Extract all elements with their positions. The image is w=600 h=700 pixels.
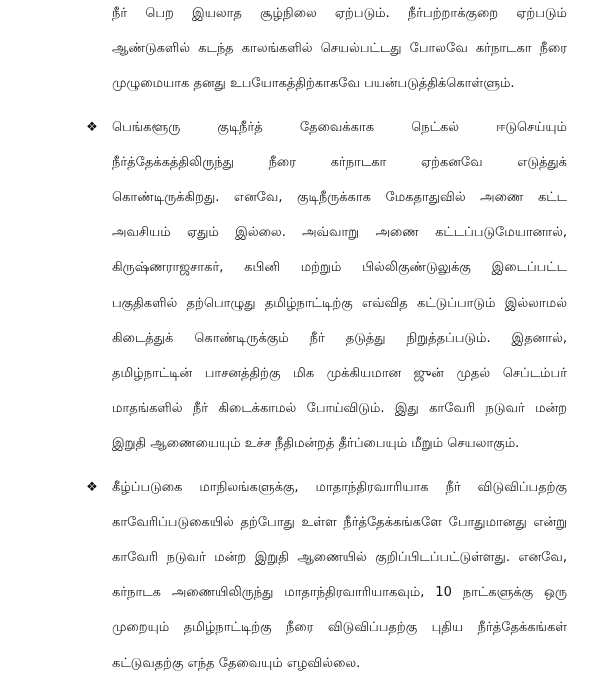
paragraph-3-line-2: காவேரிப்படுகையில் தற்போது உள்ள நீர்த்தேக்கங்களே போதுமானது என்று (112, 514, 567, 530)
bullet-icon: ❖ (86, 119, 98, 135)
paragraph-3-line-3: காவேரி நடுவர் மன்ற இறுதி ஆணையில் குறிப்பிடப்பட்டுள்ளது. எனவே, (112, 550, 567, 565)
paragraph-2-line-3: கொண்டிருக்கிறது. எனவே, குடிநீருக்காக மேகதாதுவில் அணை கட்ட (112, 190, 567, 205)
paragraph-3-line-5: முறையும் தமிழ்நாட்டிற்கு நீரை விடுவிப்பதற்கு புதிய நீர்த்தேக்கங்கள் (112, 620, 567, 636)
paragraph-2-line-7: கிடைத்துக் கொண்டிருக்கும் நீர் தடுத்து நிறுத்தப்படும். இதனால், (112, 330, 567, 346)
paragraph-2-line-6: பகுதிகளில் தற்பொழுது தமிழ்நாட்டிற்கு எவ்வித கட்டுப்பாடும் இல்லாமல் (112, 295, 567, 311)
paragraph-2-line-1: பெங்களூரு குடிநீர்த் தேவைக்காக நெட்கல் ஈடுசெய்யும் (112, 119, 567, 135)
paragraph-2-line-4: அவசியம் ஏதும் இல்லை. அவ்வாறு அணை கட்டப்படுமேயானால், (112, 225, 567, 241)
paragraph-2-line-9: மாதங்களில் நீர் கிடைக்காமல் போய்விடும். இது காவேரி நடுவர் மன்ற (112, 401, 567, 417)
paragraph-3-line-6: கட்டுவதற்கு எந்த தேவையும் எழவில்லை. (112, 655, 361, 671)
paragraph-2-line-2: நீர்த்தேக்கத்திலிருந்து நீரை கர்நாடகா ஏற்கனவே எடுத்துக் (112, 154, 567, 170)
bullet-icon: ❖ (86, 479, 98, 495)
paragraph-1-line-1: நீர் பெற இயலாத சூழ்நிலை ஏற்படும். நீர்பற்றாக்குறை ஏற்படும் (112, 6, 567, 21)
paragraph-2-line-8: தமிழ்நாட்டின் பாசனத்திற்கு மிக முக்கியமான ஜுன் முதல் செப்டம்பர் (112, 366, 567, 381)
paragraph-2-line-5: கிருஷ்ணராஜசாகர், கபினி மற்றும் பில்லிகுண்டுலுக்கு இடைப்பட்ட (112, 260, 567, 276)
paragraph-2-line-10: இறுதி ஆணையையும் உச்ச நீதிமன்றத் தீர்ப்பையும் மீறும் செயலாகும். (112, 436, 520, 452)
paragraph-3-line-4: கர்நாடக அணையிலிருந்து மாதாந்திரவாரியாகவும், 10 நாட்களுக்கு ஒரு (112, 585, 567, 601)
paragraph-1-line-3: முழுமையாக தனது உபயோகத்திற்காகவே பயன்படுத்திக்கொள்ளும். (112, 76, 515, 92)
paragraph-1-line-2: ஆண்டுகளில் கடந்த காலங்களில் செயல்பட்டது போலவே கர்நாடகா நீரை (112, 41, 567, 57)
paragraph-3-line-1: கீழ்ப்படுகை மாநிலங்களுக்கு, மாதாந்திரவாரியாக நீர் விடுவிப்பதற்கு (112, 479, 567, 495)
